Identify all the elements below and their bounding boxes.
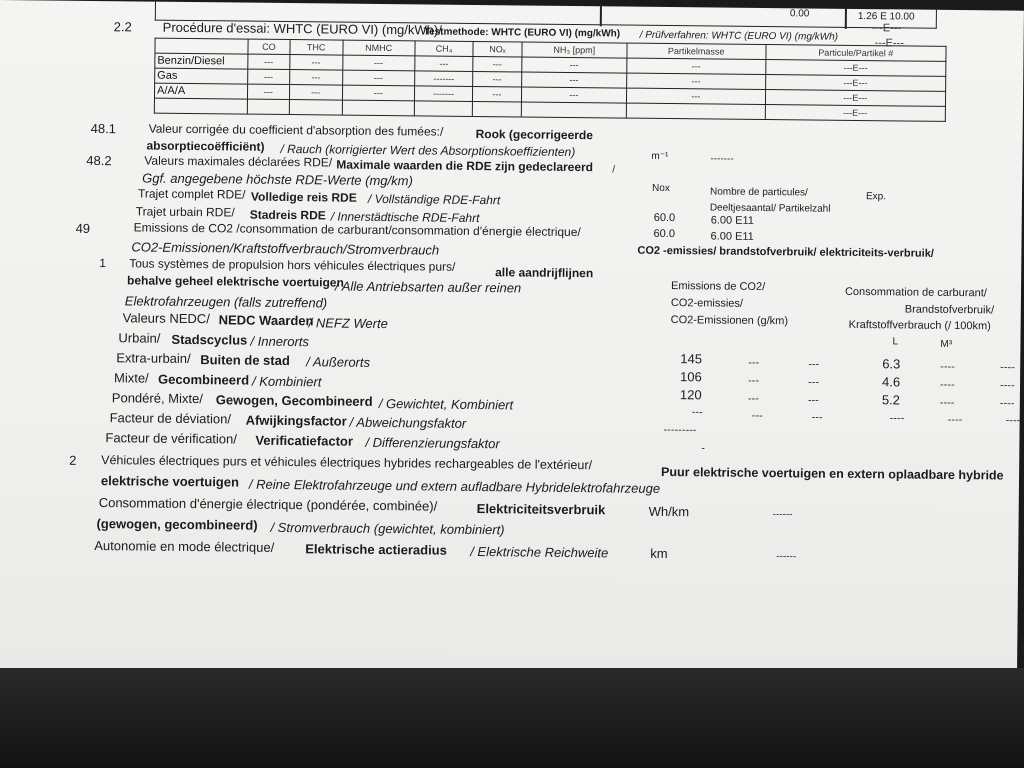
electric-range-de: / Elektrische Reichweite	[470, 543, 609, 561]
row-label: Benzin/Diesel	[155, 53, 248, 69]
col-header: Particule/Partikel #	[765, 45, 946, 62]
dash: ----	[1000, 361, 1015, 374]
test-procedure-fr: Procédure d'essai: WHTC (EURO VI) (mg/kWh)/	[162, 19, 442, 38]
weighted-nl: (gewogen, gecombineerd)	[96, 516, 258, 533]
rde-row-urban-de: / Innerstädtische RDE-Fahrt	[330, 209, 480, 226]
top-dash-e: ---E---	[871, 22, 902, 35]
co2-section-de: CO2-Emissionen/Kraftstoffverbrauch/Stromverbrauch	[131, 239, 440, 258]
co2-value: ---	[691, 406, 703, 419]
co2-section-fr: Emissions de CO2 /consommation de carburant/consommation d'énergie électrique/	[133, 220, 581, 240]
smoke-value: -------	[710, 153, 734, 165]
dash-e: ---E---	[874, 37, 904, 50]
row-label-fr: Pondéré, Mixte/	[111, 390, 203, 407]
row-label-nl: Gewogen, Gecombineerd	[215, 392, 373, 409]
table-cell: ---	[415, 56, 474, 72]
co2-value: 120	[679, 387, 702, 403]
smoke-unit: m⁻¹	[651, 150, 669, 163]
table-cell: ---	[289, 85, 342, 101]
rde-max-de: Ggf. angegebene höchste RDE-Werte (mg/km)	[142, 170, 413, 189]
table-cell: ---	[342, 55, 414, 71]
dash: ----	[939, 378, 955, 392]
col-header: NOₓ	[473, 41, 521, 57]
rde-col-particles: Nombre de particules/	[709, 186, 808, 199]
table-cell: ---	[521, 72, 626, 88]
table-cell: ---	[247, 84, 289, 99]
fuel-header-1: Consommation de carburant/	[844, 285, 987, 300]
co2-value: 145	[680, 351, 703, 367]
table-cell: ---E---	[765, 75, 946, 92]
test-procedure-de: / Prüfverfahren: WHTC (EURO VI) (mg/kWh)	[639, 29, 839, 43]
row-label-de: / Kombiniert	[251, 373, 322, 390]
dash: ----	[999, 379, 1015, 392]
row-label-de: / Gewichtet, Kombiniert	[378, 395, 514, 413]
row-label-fr: Facteur de déviation/	[109, 410, 232, 427]
smoke-coefficient-nl: Rook (gecorrigeerde	[475, 126, 594, 143]
dash: ---	[808, 358, 820, 371]
rde-max-nl: Maximale waarden die RDE zijn gedeclareerd	[336, 157, 594, 175]
col-header: CH₄	[415, 41, 474, 57]
nedc-nl: NEDC Waarden	[218, 312, 314, 329]
row-label-nl: Buiten de stad	[200, 352, 290, 369]
electric-range-unit: km	[650, 545, 668, 562]
whtc-emissions-table	[154, 38, 947, 122]
rde-max-fr: Valeurs maximales déclarées RDE/	[144, 153, 333, 170]
background-surface	[0, 668, 1024, 768]
table-cell: ---	[342, 85, 414, 101]
col-header: NH₃ [ppm]	[522, 42, 627, 58]
table-cell: ---	[289, 70, 342, 86]
row-label: A/A/A	[154, 83, 247, 99]
ev-section-de: / Reine Elektrofahrzeuge und extern aufladbare Hybridelektrofahrzeuge	[248, 476, 661, 496]
co2-section-nl: CO2 -emissies/ brandstofverbruik/ elektriciteits-verbruik/	[637, 244, 934, 260]
rde-row-urban-nl: Stadreis RDE	[249, 207, 326, 223]
energy-consumption-unit: Wh/km	[648, 503, 690, 520]
dash: ---	[807, 376, 820, 389]
energy-consumption-fr: Consommation d'énergie électrique (pondérée, combinée)/	[98, 495, 438, 514]
dash: ----	[1005, 414, 1021, 427]
rde-row-urban-fr: Trajet urbain RDE/	[135, 204, 235, 220]
ev-section-nl-2: elektrische voertuigen	[100, 473, 240, 490]
row-label-fr: Mixte/	[113, 370, 149, 386]
energy-consumption-value: ------	[772, 509, 793, 521]
co2-header-3: CO2-Emissionen (g/km)	[670, 314, 789, 328]
propulsion-nl-2: behalve geheel elektrische voertuigen	[126, 273, 344, 290]
co2-header-1: Emissions de CO2/	[670, 280, 766, 294]
rde-col-nox: Nox	[652, 182, 670, 195]
table-cell: ---E---	[765, 90, 946, 107]
col-header: NMHC	[343, 40, 415, 56]
section-number-48-1: 48.1	[90, 120, 117, 137]
table-cell: ---	[289, 55, 342, 71]
table-cell: ---	[521, 87, 626, 103]
table-cell: ---	[473, 86, 521, 102]
deviation-value: ---------	[663, 423, 697, 437]
table-cell: -------	[414, 71, 473, 87]
table-cell: ---	[521, 57, 626, 73]
row-label-de: / Abweichungsfaktor	[349, 414, 467, 431]
section-number-49: 49	[75, 220, 91, 236]
dash: ---	[751, 409, 763, 423]
nedc-fr: Valeurs NEDC/	[122, 310, 210, 327]
row-label-nl: Verificatiefactor	[255, 432, 354, 449]
dash: ----	[940, 360, 955, 374]
co2-value: 106	[680, 369, 702, 385]
table-cell: ---	[248, 54, 290, 69]
dash: ---	[807, 394, 819, 407]
verification-value: -	[701, 442, 706, 455]
rde-row-complete-nl: Volledige reis RDE	[250, 189, 357, 205]
row-label-de: / Innerorts	[250, 333, 310, 350]
table-cell: ---E---	[765, 60, 946, 77]
rde-row-complete-fr: Trajet complet RDE/	[137, 186, 246, 202]
table-cell: ---	[626, 73, 765, 89]
fuel-unit-l: L	[892, 336, 899, 348]
row-label-de: / Außerorts	[306, 354, 371, 370]
row-label-nl: Afwijkingsfactor	[245, 412, 347, 429]
top-value-1: 0.00	[789, 8, 810, 20]
test-procedure-nl: Testmethode: WHTC (EURO VI) (mg/kWh)	[423, 26, 621, 40]
weighted-de: / Stromverbrauch (gewichtet, kombiniert)	[270, 519, 505, 538]
rde-row-urban-nox: 60.0	[653, 227, 676, 241]
rde-row-complete-de: / Vollständige RDE-Fahrt	[367, 191, 501, 208]
dash: ----	[999, 397, 1015, 410]
top-table-divider	[600, 4, 602, 26]
table-cell: ---	[626, 88, 765, 104]
dash: ---	[747, 374, 760, 387]
fuel-value: ----	[889, 412, 905, 425]
ev-section-fr: Véhicules électriques purs et véhicules électriques hybrides rechargeables de l'extérieur/	[101, 453, 593, 473]
table-cell: ---	[627, 58, 766, 74]
fuel-value: 5.2	[881, 392, 901, 408]
table-cell: ---	[342, 70, 414, 86]
electric-range-nl: Elektrische actieradius	[305, 541, 447, 558]
rde-col-particles-2: Deeltjesaantal/ Partikelzahl	[709, 202, 831, 215]
row-label-nl: Gecombineerd	[157, 371, 250, 388]
rde-row-urban-particles: 6.00 E11	[710, 230, 754, 243]
smoke-coefficient-fr: Valeur corrigée du coefficient d'absorption des fumées:/	[148, 121, 444, 139]
fuel-value: 6.3	[882, 356, 901, 372]
propulsion-nl: alle aandrijflijnen	[495, 265, 594, 281]
row-label-fr: Urbain/	[118, 330, 161, 346]
section-number-48-2: 48.2	[86, 152, 112, 169]
row-label-de: / Differenzierungsfaktor	[365, 434, 500, 452]
co2-header-2: CO2-emissies/	[670, 297, 744, 310]
table-cell: ---	[248, 69, 290, 84]
subsection-number-1: 1	[99, 256, 107, 271]
dash: ---	[747, 392, 759, 405]
ev-section-nl: Puur elektrische voertuigen en extern oplaadbare hybride	[661, 464, 1004, 483]
dash: ----	[939, 396, 955, 410]
subsection-number-2: 2	[69, 452, 77, 468]
col-header: THC	[290, 40, 343, 56]
top-value-2: 1.26 E 10.00	[857, 10, 915, 23]
fuel-value: 4.6	[881, 374, 901, 390]
propulsion-de-2: Elektrofahrzeugen (falls zutreffend)	[124, 293, 328, 311]
propulsion-fr: Tous systèmes de propulsion hors véhicules électriques purs/	[129, 256, 456, 274]
rde-row-complete-nox: 60.0	[653, 211, 676, 225]
top-table-divider	[845, 7, 847, 29]
table-cell: ---	[473, 71, 521, 87]
energy-consumption-nl: Elektriciteitsverbruik	[476, 501, 606, 518]
row-label-fr: Facteur de vérification/	[105, 430, 238, 447]
col-header: Partikelmasse	[627, 43, 766, 59]
dash: ---	[811, 411, 823, 424]
table-cell: ---	[473, 56, 521, 72]
smoke-coefficient-de: / Rauch (korrigierter Wert des Absorptionskoeffizienten)	[280, 141, 576, 160]
electric-range-fr: Autonomie en mode électrique/	[94, 538, 275, 555]
row-label-fr: Extra-urbain/	[116, 350, 191, 367]
fuel-header-2: Brandstofverbruik/	[904, 303, 995, 317]
row-label-nl: Stadscyclus	[171, 331, 248, 348]
col-header: CO	[248, 39, 290, 54]
row-label: Gas	[155, 68, 248, 84]
smoke-coefficient-nl-2: absorptiecoëfficiënt)	[146, 138, 265, 154]
fuel-header-3: Kraftstoffverbrauch (/ 100km)	[848, 318, 991, 333]
electric-range-value: ------	[776, 551, 797, 563]
rde-max-slash: /	[612, 164, 616, 176]
table-cell: -------	[414, 86, 473, 102]
dash: ---	[748, 356, 760, 369]
dash: ----	[947, 413, 963, 427]
rde-row-complete-particles: 6.00 E11	[710, 214, 755, 227]
nedc-de: / NEFZ Werte	[308, 315, 388, 332]
fuel-unit-m3: M³	[940, 338, 953, 350]
propulsion-de: / Alle Antriebsarten außer reinen	[334, 278, 522, 296]
table-cell: ---E---	[765, 105, 946, 122]
section-number-2-2: 2.2	[113, 19, 132, 35]
rde-col-exp: Exp.	[865, 191, 887, 203]
